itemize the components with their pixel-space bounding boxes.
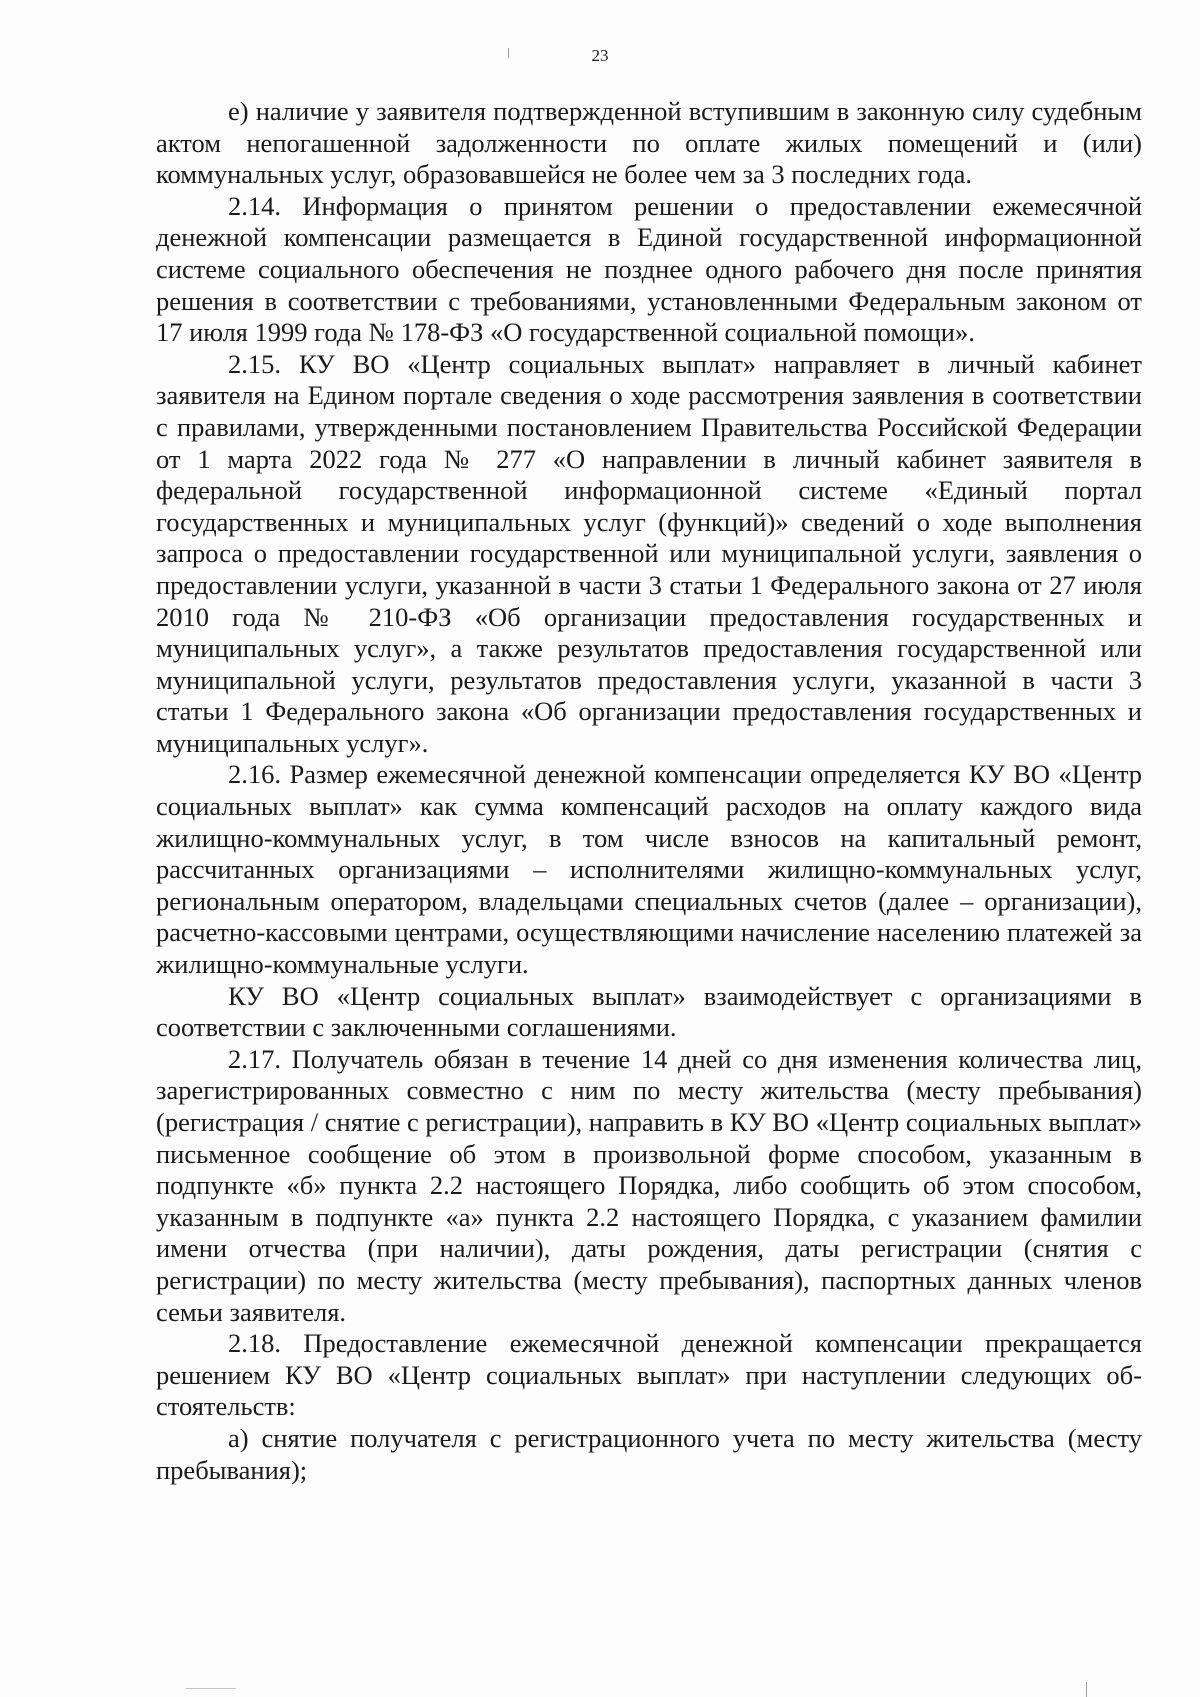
scan-artifact: [1086, 1682, 1087, 1697]
paragraph-subitem-a: а) снятие получателя с регистрационного учета по месту жительства (месту пребывания);: [156, 1422, 1142, 1485]
paragraph-2-14: 2.14. Информация о принятом решении о предоставлении ежемесячной денежной компенсации размещается в Единой государственной информационной системе социального обеспечения не позднее одного рабочего дня после принятия решения в соответствии с требованиями, установленными Федеральным законом от 17 июля 1999 года № 178-ФЗ «О государственной социальной помощи».: [156, 190, 1142, 348]
scan-artifact: [186, 1688, 236, 1689]
paragraph-2-17: 2.17. Получатель обязан в течение 14 дней со дня изменения количества лиц, зарегистрированных совместно с ним по месту жительства (месту пребывания) (регистрация / снятие с регистрации), направить в КУ ВО «Центр социальных выплат» письменное сообщение об этом в произвольной форме способом, указанным в подпункте «б» пункта 2.2 настоящего Порядка, либо сообщить об этом способом, указанным в подпункте «а» пункта 2.2 настоящего Порядка, с указанием фамилии имени отчества (при наличии), даты рождения, даты регистрации (снятия с регистрации) по месту жительства (месту пребывания), паспортных данных членов семьи заявителя.: [156, 1043, 1142, 1327]
paragraph-subitem-e: е) наличие у заявителя подтвержденной вступившим в законную силу судебным актом непогашенной задолженности по оплате жилых помещений и (или) коммунальных услуг, образовавшейся не более чем за 3 последних года.: [156, 96, 1142, 190]
document-body: [156, 96, 1142, 1486]
paragraph-2-16-continued: КУ ВО «Центр социальных выплат» взаимодействует с организациями в соответствии с заключенными соглашениями.: [156, 980, 1142, 1043]
paragraph-2-16: 2.16. Размер ежемесячной денежной компенсации определяется КУ ВО «Центр социальных выплат» как сумма компенсаций расходов на оплату каждого вида жилищно-коммунальных услуг, в том числе взносов на капитальный ремонт, рассчитанных организациями – исполнителями жилищно-коммунальных услуг, региональным оператором, владельцами специальных счетов (далее – организации), расчетно-кассовыми центрами, осуществляющими начисление населению платежей за жилищно-коммунальные услуги.: [156, 759, 1142, 980]
paragraph-2-15: 2.15. КУ ВО «Центр социальных выплат» направляет в личный кабинет заявителя на Едином портале сведения о ходе рассмотрения заявления в соответствии с правилами, утвержденными постановлением Правительства Российской Федерации от 1 марта 2022 года № 277 «О направлении в личный кабинет заявителя в федеральной государственной информационной системе «Единый портал государственных и муниципальных услуг (функций)» сведений о ходе выполнения запроса о предоставлении государственной или муниципальной услуги, заявления о предоставлении услуги, указанной в части 3 статьи 1 Федерального закона от 27 июля 2010 года № 210-ФЗ «Об организации предоставления государственных и муниципальных услуг», а также результатов предоставления государственной или муниципальной услуги, результатов предоставления услуги, указанной в части 3 статьи 1 Федерального закона «Об организации предоставления государственных и муниципальных услуг».: [156, 348, 1142, 758]
paragraph-2-18: 2.18. Предоставление ежемесячной денежной компенсации прекращается решением КУ ВО «Центр социальных выплат» при наступлении следующих обстоятельств:: [156, 1328, 1142, 1422]
page-number: 23: [591, 46, 609, 65]
